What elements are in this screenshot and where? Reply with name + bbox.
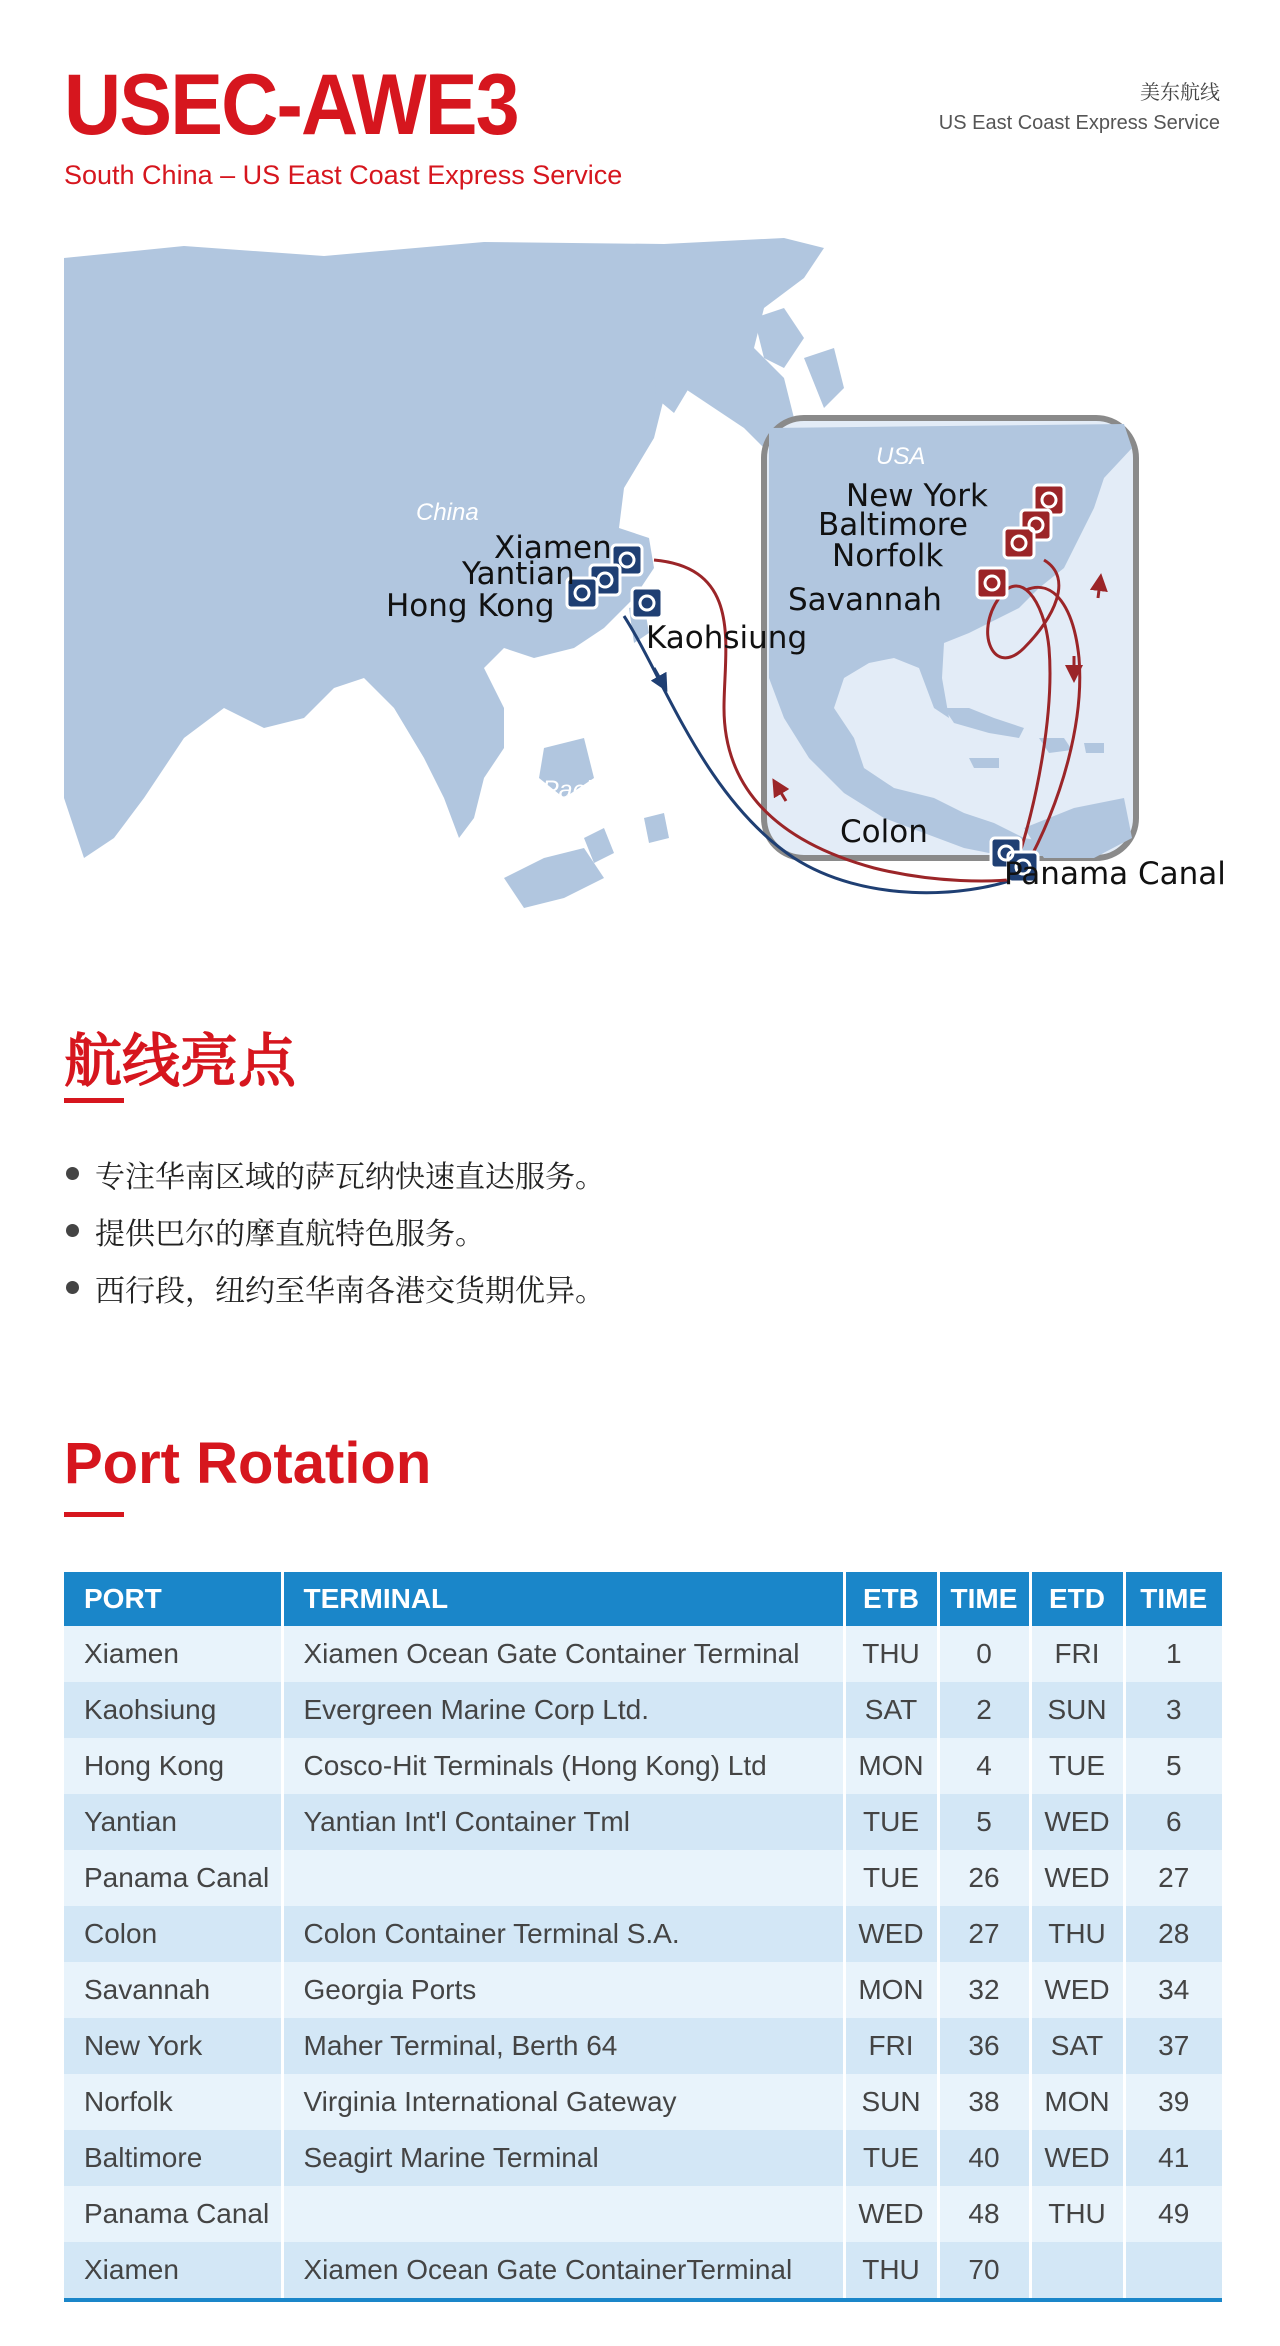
cell-port: Panama Canal <box>64 1850 282 1906</box>
cell-terminal: Xiamen Ocean Gate ContainerTerminal <box>282 2242 844 2300</box>
cell-etd: WED <box>1030 2130 1124 2186</box>
service-label-cn: 美东航线 <box>1140 82 1220 104</box>
table-row <box>64 1794 1222 1850</box>
cell-etb-time: 4 <box>938 1738 1030 1794</box>
cell-etb-time: 36 <box>938 2018 1030 2074</box>
table-row <box>64 1850 1222 1906</box>
cell-terminal: Yantian Int'l Container Tml <box>282 1794 844 1850</box>
map-label-yantian: Yantian <box>462 556 575 592</box>
cell-terminal: Georgia Ports <box>282 1962 844 2018</box>
cell-etd-time <box>1124 2242 1222 2300</box>
header-etb-time: TIME <box>938 1572 1030 1626</box>
map-label-newyork: New York <box>846 478 988 514</box>
cell-etb: TUE <box>844 1794 938 1850</box>
cell-etb-time: 5 <box>938 1794 1030 1850</box>
table-row <box>64 2130 1222 2186</box>
table-row <box>64 1626 1222 1682</box>
cell-etd-time: 49 <box>1124 2186 1222 2242</box>
cell-port: Panama Canal <box>64 2186 282 2242</box>
bullet-icon <box>66 1281 79 1294</box>
cell-etd: FRI <box>1030 1626 1124 1682</box>
cell-etb: MON <box>844 1962 938 2018</box>
highlight-item <box>64 1145 605 1202</box>
map-label-kaohsiung: Kaohsiung <box>646 620 808 656</box>
cell-etd-time: 1 <box>1124 1626 1222 1682</box>
cell-port: Kaohsiung <box>64 1682 282 1738</box>
cell-terminal: Maher Terminal, Berth 64 <box>282 2018 844 2074</box>
port-rotation-table <box>64 1572 1222 2302</box>
cell-etb: MON <box>844 1738 938 1794</box>
cell-etb-time: 26 <box>938 1850 1030 1906</box>
cell-terminal: Evergreen Marine Corp Ltd. <box>282 1682 844 1738</box>
cell-port: New York <box>64 2018 282 2074</box>
table-row <box>64 2186 1222 2242</box>
cell-etb-time: 0 <box>938 1626 1030 1682</box>
route-map <box>64 238 1240 938</box>
cell-port: Xiamen <box>64 2242 282 2300</box>
cell-etd: WED <box>1030 1962 1124 2018</box>
table-row <box>64 1906 1222 1962</box>
cell-etb: TUE <box>844 1850 938 1906</box>
port-marker-savannah <box>977 568 1007 598</box>
cell-etd <box>1030 2242 1124 2300</box>
cell-terminal: Colon Container Terminal S.A. <box>282 1906 844 1962</box>
cell-port: Hong Kong <box>64 1738 282 1794</box>
cell-port: Savannah <box>64 1962 282 2018</box>
cell-etb: FRI <box>844 2018 938 2074</box>
map-label-norfolk: Norfolk <box>832 538 944 574</box>
table-row <box>64 1962 1222 2018</box>
cell-port: Norfolk <box>64 2074 282 2130</box>
map-label-xiamen: Xiamen <box>494 530 612 566</box>
cell-etd-time: 5 <box>1124 1738 1222 1794</box>
cell-etb-time: 38 <box>938 2074 1030 2130</box>
rotation-title: Port Rotation <box>64 1431 432 1496</box>
cell-port: Baltimore <box>64 2130 282 2186</box>
cell-etb: SUN <box>844 2074 938 2130</box>
cell-etd-time: 6 <box>1124 1794 1222 1850</box>
highlight-text: 专注华南区域的萨瓦纳快速直达服务。 <box>95 1160 605 1194</box>
map-label-colon: Colon <box>840 814 928 850</box>
bullet-icon <box>66 1167 79 1180</box>
cell-etd: WED <box>1030 1850 1124 1906</box>
cell-etd: SAT <box>1030 2018 1124 2074</box>
header-etd: ETD <box>1030 1572 1124 1626</box>
cell-etd: MON <box>1030 2074 1124 2130</box>
table-row <box>64 1682 1222 1738</box>
rotation-underline <box>64 1512 124 1517</box>
table-row <box>64 2242 1222 2300</box>
cell-etd: THU <box>1030 1906 1124 1962</box>
cell-etd-time: 37 <box>1124 2018 1222 2074</box>
port-marker-norfolk <box>1004 528 1034 558</box>
map-label-china: China <box>416 499 479 526</box>
header-terminal: TERMINAL <box>282 1572 844 1626</box>
service-label-en: US East Coast Express Service <box>938 112 1220 134</box>
map-label-pacific: Pacific Ocean <box>542 776 697 804</box>
map-label-baltimore: Baltimore <box>818 507 968 543</box>
cell-etb: THU <box>844 1626 938 1682</box>
highlight-item <box>64 1259 605 1316</box>
cell-etd-time: 34 <box>1124 1962 1222 2018</box>
map-label-usa: USA <box>876 443 926 470</box>
cell-etb-time: 70 <box>938 2242 1030 2300</box>
header-port: PORT <box>64 1572 282 1626</box>
cell-etd: TUE <box>1030 1738 1124 1794</box>
cell-terminal: Cosco-Hit Terminals (Hong Kong) Ltd <box>282 1738 844 1794</box>
cell-terminal <box>282 1850 844 1906</box>
table-row <box>64 2074 1222 2130</box>
cell-etd-time: 28 <box>1124 1906 1222 1962</box>
cell-etd-time: 27 <box>1124 1850 1222 1906</box>
table-header-row <box>64 1572 1222 1626</box>
cell-etd-time: 3 <box>1124 1682 1222 1738</box>
map-label-panama: Panama Canal <box>1004 856 1226 892</box>
table-row <box>64 1738 1222 1794</box>
highlights-underline <box>64 1098 124 1103</box>
cell-etb-time: 40 <box>938 2130 1030 2186</box>
map-label-savannah: Savannah <box>788 582 942 618</box>
highlight-text: 西行段，纽约至华南各港交货期优异。 <box>95 1274 605 1308</box>
cell-etb: SAT <box>844 1682 938 1738</box>
cell-etb-time: 32 <box>938 1962 1030 2018</box>
us-loop-arrow-up <box>1098 582 1100 598</box>
cell-etb: WED <box>844 1906 938 1962</box>
cell-etb: TUE <box>844 2130 938 2186</box>
cell-etd: SUN <box>1030 1682 1124 1738</box>
bullet-icon <box>66 1224 79 1237</box>
cell-port: Yantian <box>64 1794 282 1850</box>
map-label-hongkong: Hong Kong <box>386 588 555 624</box>
highlight-text: 提供巴尔的摩直航特色服务。 <box>95 1217 485 1251</box>
table-row <box>64 2018 1222 2074</box>
header-etd-time: TIME <box>1124 1572 1222 1626</box>
cell-etb-time: 48 <box>938 2186 1030 2242</box>
cell-terminal: Xiamen Ocean Gate Container Terminal <box>282 1626 844 1682</box>
cell-port: Colon <box>64 1906 282 1962</box>
cell-etd-time: 39 <box>1124 2074 1222 2130</box>
header-etb: ETB <box>844 1572 938 1626</box>
cell-terminal: Virginia International Gateway <box>282 2074 844 2130</box>
cell-terminal <box>282 2186 844 2242</box>
page-subtitle: South China – US East Coast Express Service <box>64 160 623 190</box>
highlights-title: 航线亮点 <box>64 1029 297 1094</box>
cell-port: Xiamen <box>64 1626 282 1682</box>
page-title: USEC-AWE3 <box>64 57 518 153</box>
port-marker-kaohsiung <box>632 588 662 618</box>
asia-landmass <box>64 238 844 908</box>
cell-etb: THU <box>844 2242 938 2300</box>
cell-etb: WED <box>844 2186 938 2242</box>
cell-etd-time: 41 <box>1124 2130 1222 2186</box>
cell-etb-time: 27 <box>938 1906 1030 1962</box>
cell-etb-time: 2 <box>938 1682 1030 1738</box>
highlight-item <box>64 1202 605 1259</box>
cell-terminal: Seagirt Marine Terminal <box>282 2130 844 2186</box>
cell-etd: THU <box>1030 2186 1124 2242</box>
cell-etd: WED <box>1030 1794 1124 1850</box>
highlights-list <box>64 1145 605 1316</box>
